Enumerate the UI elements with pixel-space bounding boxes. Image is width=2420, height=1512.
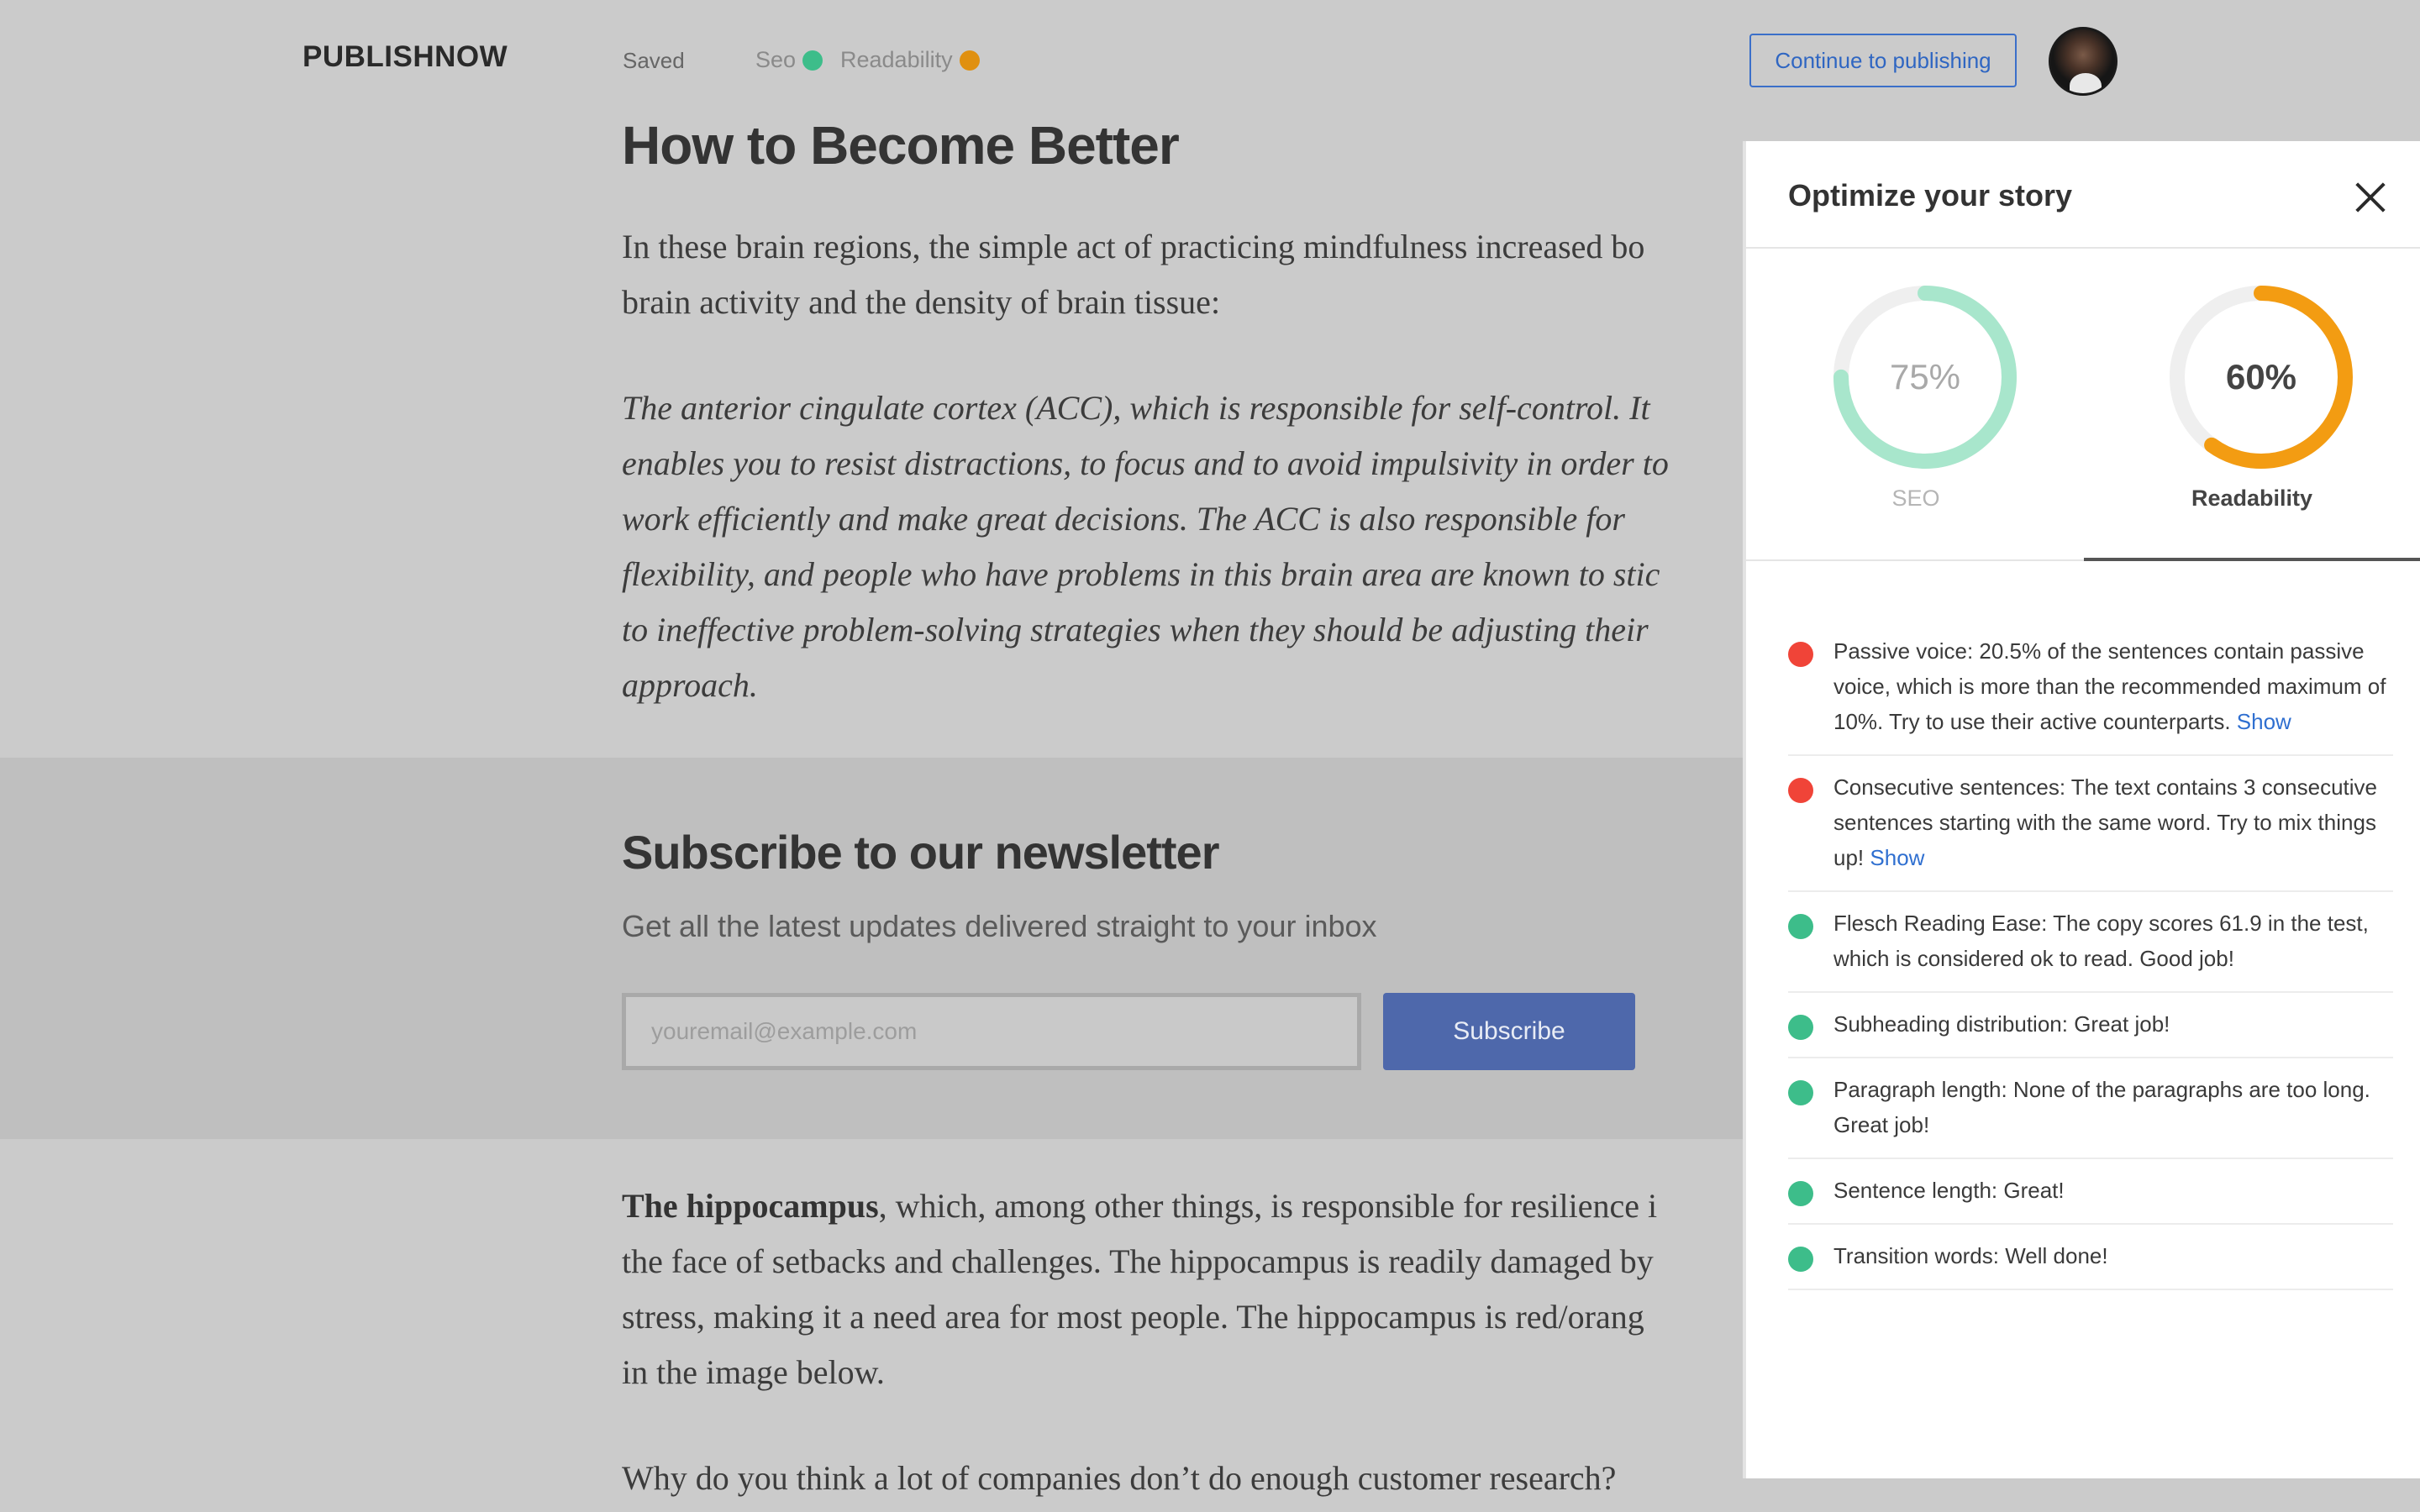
- issue-item: [1788, 620, 2393, 756]
- app-logo: PUBLISHNOW: [302, 40, 508, 73]
- tab-readability[interactable]: Readability: [2191, 486, 2313, 511]
- seo-status: [755, 47, 823, 73]
- quote-line: work efficiently and make great decisions. The ACC is also responsible for: [622, 500, 1625, 538]
- paragraph-line: stress, making it a need area for most people. The hippocampus is red/orang: [622, 1298, 1644, 1336]
- error-dot-icon: [1788, 778, 1813, 803]
- readability-status: [840, 47, 980, 73]
- success-dot-icon: [1788, 914, 1813, 939]
- top-bar: [0, 0, 2420, 121]
- article-paragraph[interactable]: [622, 219, 1765, 330]
- newsletter-subtitle: Get all the latest updates delivered straight to your inbox: [622, 909, 1377, 943]
- article-paragraph-hippocampus[interactable]: [622, 1179, 1765, 1400]
- article-quote[interactable]: [622, 381, 1765, 713]
- issue-text: Subheading distribution: Great job!: [1833, 1011, 2170, 1037]
- panel-title: Optimize your story: [1788, 178, 2073, 213]
- quote-line: enables you to resist distractions, to focus and to avoid impulsivity in order to: [622, 444, 1669, 482]
- article-paragraph-question[interactable]: Why do you think a lot of companies don’t do enough customer research?: [622, 1459, 1617, 1497]
- success-dot-icon: [1788, 1247, 1813, 1272]
- issue-item: [1788, 993, 2393, 1058]
- success-dot-icon: [1788, 1181, 1813, 1206]
- quote-line: flexibility, and people who have problems in this brain area are known to stic: [622, 555, 1660, 593]
- paragraph-line: in the image below.: [622, 1353, 885, 1391]
- success-dot-icon: [1788, 1080, 1813, 1105]
- save-status: Saved: [623, 48, 685, 73]
- issue-text: Sentence length: Great!: [1833, 1178, 2065, 1203]
- issue-item: [1788, 756, 2393, 892]
- close-icon[interactable]: [2349, 176, 2391, 218]
- issue-text: Flesch Reading Ease: The copy scores 61.9 in the test, which is considered ok to read. Good job!: [1833, 911, 2369, 971]
- readability-gauge-value: 60%: [2225, 357, 2297, 396]
- issue-text: Passive voice: 20.5% of the sentences contain passive voice, which is more than the recommended maximum of 10%. Try to use their active counterparts.: [1833, 638, 2386, 734]
- seo-status-dot-icon: [802, 50, 823, 71]
- readability-status-label: Readability: [840, 47, 953, 72]
- seo-gauge: [1828, 281, 2022, 474]
- quote-line: to ineffective problem-solving strategies when they should be adjusting their: [622, 611, 1649, 648]
- readability-gauge: [2165, 281, 2358, 474]
- panel-divider: [1746, 247, 2420, 249]
- article-title[interactable]: How to Become Better: [622, 115, 1179, 176]
- paragraph-line-text: , which, among other things, is responsible for resilience i: [878, 1187, 1658, 1225]
- avatar[interactable]: [2049, 27, 2118, 96]
- tab-seo[interactable]: SEO: [1891, 486, 1940, 511]
- issue-list: [1788, 620, 2393, 1290]
- error-dot-icon: [1788, 642, 1813, 667]
- issue-item: [1788, 1225, 2393, 1290]
- subscribe-button[interactable]: Subscribe: [1383, 993, 1635, 1070]
- seo-status-label: Seo: [755, 47, 797, 72]
- tab-active-indicator: [2084, 558, 2420, 561]
- paragraph-line: [622, 1179, 1765, 1234]
- issue-item: [1788, 892, 2393, 993]
- continue-to-publishing-button[interactable]: Continue to publishing: [1749, 34, 2017, 87]
- paragraph-line: In these brain regions, the simple act of practicing mindfulness increased bo: [622, 228, 1645, 265]
- show-link[interactable]: Show: [2236, 709, 2291, 734]
- seo-gauge-value: 75%: [1889, 357, 1961, 396]
- newsletter-title: Subscribe to our newsletter: [622, 826, 1219, 879]
- paragraph-line: the face of setbacks and challenges. The hippocampus is readily damaged by: [622, 1242, 1654, 1280]
- show-link[interactable]: Show: [1870, 845, 1925, 870]
- issue-text: Paragraph length: None of the paragraphs are too long. Great job!: [1833, 1077, 2370, 1137]
- quote-line: The anterior cingulate cortex (ACC), which is responsible for self-control. It: [622, 389, 1650, 427]
- paragraph-line: brain activity and the density of brain tissue:: [622, 283, 1221, 321]
- newsletter-email-input[interactable]: [622, 993, 1361, 1070]
- bold-term: The hippocampus: [622, 1187, 879, 1225]
- readability-status-dot-icon: [960, 50, 980, 71]
- quote-line: approach.: [622, 666, 758, 704]
- optimize-panel: [1743, 141, 2420, 1478]
- issue-text: Consecutive sentences: The text contains 3 consecutive sentences starting with the same word. Try to mix things up!: [1833, 774, 2378, 870]
- issue-text: Transition words: Well done!: [1833, 1243, 2108, 1268]
- issue-item: [1788, 1058, 2393, 1159]
- success-dot-icon: [1788, 1015, 1813, 1040]
- issue-item: [1788, 1159, 2393, 1225]
